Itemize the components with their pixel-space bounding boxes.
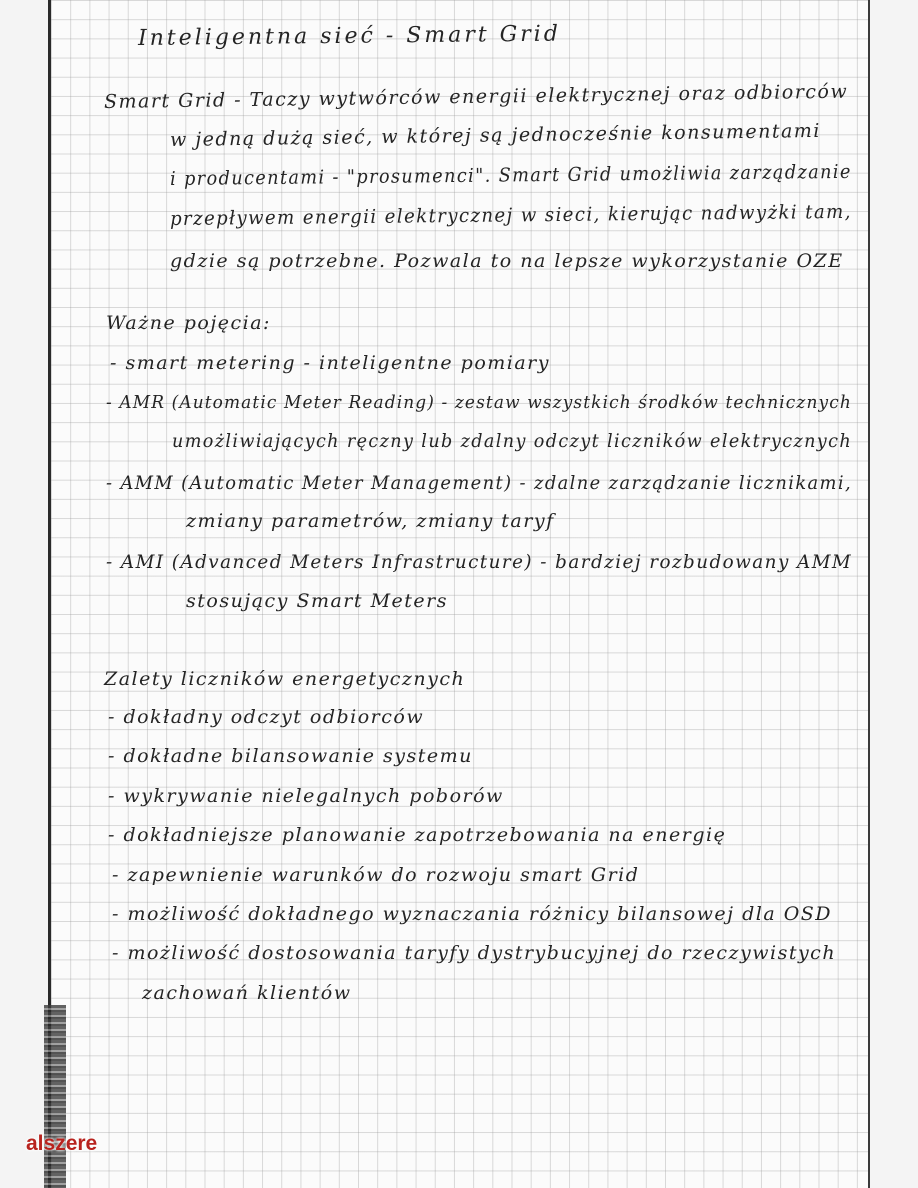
note-title: Inteligentna sieć - Smart Grid [137,21,561,51]
benefits-heading: Zalety liczników energetycznych [104,668,466,690]
paragraph-line: gdzie są potrzebne. Pozwala to na lepsze wykorzystanie OZE [170,250,844,272]
page-binding-edge [44,1005,66,1188]
term-item: - AMM (Automatic Meter Management) - zdalne zarządzanie licznikami, [106,472,853,494]
benefit-item: - wykrywanie nielegalnych poborów [108,785,504,807]
paragraph-line: w jedną dużą sieć, w której są jednocześnie konsumentami [169,119,822,151]
term-item: stosujący Smart Meters [186,590,448,612]
benefit-item: zachowań klientów [142,982,352,1004]
benefit-item: - dokładny odczyt odbiorców [108,706,425,728]
benefit-item: - możliwość dostosowania taryfy dystrybucyjnej do rzeczywistych [112,942,837,964]
paragraph-line: przepływem energii elektrycznej w sieci, kierując nadwyżki tam, [169,200,852,230]
term-item: - AMR (Automatic Meter Reading) - zestaw wszystkich środków technicznych [106,392,852,413]
terms-heading: Ważne pojęcia: [106,312,271,334]
benefit-item: - dokładne bilansowanie systemu [108,745,473,767]
benefit-item: - możliwość dokładnego wyznaczania różnicy bilansowej dla OSD [112,903,833,925]
watermark-logo: alszere [26,1132,98,1155]
benefit-item: - dokładniejsze planowanie zapotrzebowania na energię [108,824,727,846]
term-item: umożliwiających ręczny lub zdalny odczyt liczników elektrycznych [172,430,853,452]
benefit-item: - zapewnienie warunków do rozwoju smart Grid [112,864,640,886]
term-item: - AMI (Advanced Meters Infrastructure) - bardziej rozbudowany AMM [106,551,853,573]
term-item: - smart metering - inteligentne pomiary [110,352,550,374]
paragraph-line: i producentami - "prosumenci". Smart Grid umożliwia zarządzanie [169,160,852,190]
paragraph-line: Smart Grid - Taczy wytwórców energii elektrycznej oraz odbiorców [103,80,849,113]
term-item: zmiany parametrów, zmiany taryf [186,510,555,532]
